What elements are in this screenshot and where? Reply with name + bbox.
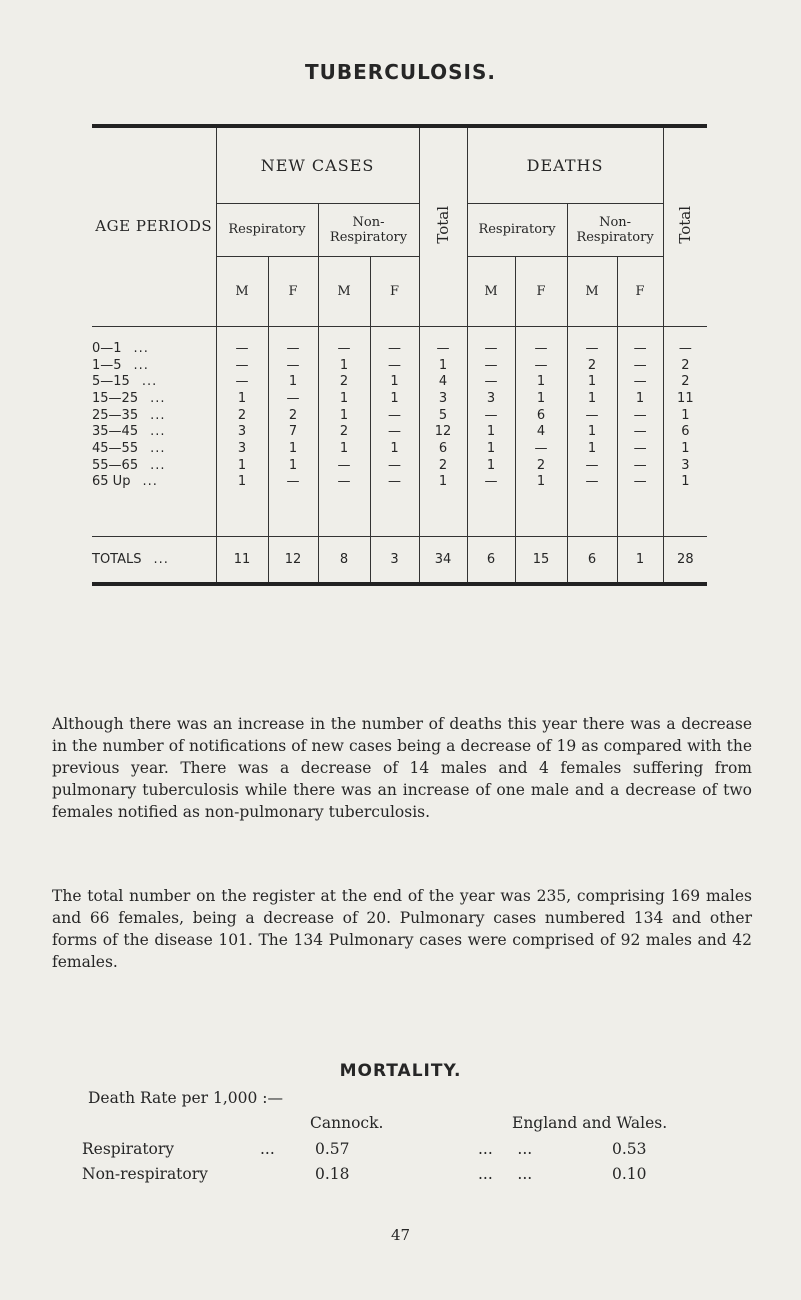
table-cell: — (370, 340, 419, 357)
table-cell: — (268, 474, 318, 491)
table-cell: 1 (419, 357, 467, 374)
table-cell: — (663, 340, 707, 357)
table-cell: — (567, 340, 617, 357)
totals-label: TOTALS ... (92, 536, 216, 584)
totals-cell: 6 (567, 536, 617, 584)
table-cell: 7 (268, 423, 318, 440)
table-cell: 1 (419, 474, 467, 491)
table-cell: 3 (216, 423, 268, 440)
age-period-cell: 15—25 ... (92, 390, 166, 406)
table-cell: 1 (268, 373, 318, 390)
table-cell: 1 (515, 474, 567, 491)
table-cell: 2 (515, 457, 567, 474)
table-row (92, 440, 707, 457)
table-cell: 1 (318, 390, 370, 407)
table-cell: — (617, 373, 663, 390)
death-resp-header: Respiratory (467, 203, 567, 256)
table-cell: 1 (318, 440, 370, 457)
table-cell: — (515, 357, 567, 374)
table-cell: — (617, 474, 663, 491)
death-nonresp-header: Non- Respiratory (567, 203, 663, 256)
deaths-total-header: Total (663, 126, 707, 326)
table-cell: 3 (419, 390, 467, 407)
age-periods-header: AGE PERIODS (92, 126, 216, 326)
table-cell: — (419, 340, 467, 357)
table-cell: 1 (268, 440, 318, 457)
age-period-cell: 0—1 ... (92, 340, 149, 356)
totals-cell: 3 (370, 536, 419, 584)
table-cell: 2 (318, 373, 370, 390)
table-cell: — (567, 474, 617, 491)
table-cell: — (370, 407, 419, 424)
col-m: M (216, 256, 268, 326)
table-cell: — (515, 340, 567, 357)
table-cell: — (467, 474, 515, 491)
new-cases-total-header: Total (419, 126, 467, 326)
col-f: F (370, 256, 419, 326)
totals-cell: 28 (663, 536, 707, 584)
table-cell: 1 (467, 440, 515, 457)
cannock-header: Cannock. (310, 1114, 384, 1132)
table-cell: — (567, 407, 617, 424)
table-row (92, 373, 707, 390)
page-title: TUBERCULOSIS. (305, 60, 496, 84)
england-wales-header: England and Wales. (512, 1114, 668, 1132)
age-period-cell: 25—35 ... (92, 407, 166, 423)
table-cell: — (268, 390, 318, 407)
table-cell: 11 (663, 390, 707, 407)
age-period-cell: 65 Up ... (92, 474, 158, 490)
table-cell: — (617, 440, 663, 457)
table-cell: 1 (216, 390, 268, 407)
totals-cell: 6 (467, 536, 515, 584)
table-cell: — (216, 357, 268, 374)
table-row (92, 390, 707, 407)
table-row (92, 423, 707, 440)
table-cell: — (617, 457, 663, 474)
table-cell: 1 (318, 357, 370, 374)
page-number: 47 (390, 1226, 411, 1244)
table-cell: 4 (419, 373, 467, 390)
table-row (92, 457, 707, 474)
table-cell: 1 (370, 440, 419, 457)
table-cell: 2 (663, 357, 707, 374)
table-cell: — (467, 357, 515, 374)
table-cell: 2 (216, 407, 268, 424)
totals-cell: 11 (216, 536, 268, 584)
col-m: M (318, 256, 370, 326)
table-cell: 3 (467, 390, 515, 407)
table-cell: 1 (567, 390, 617, 407)
totals-cell: 12 (268, 536, 318, 584)
table-cell: 12 (419, 423, 467, 440)
age-period-cell: 1—5 ... (92, 357, 149, 373)
mortality-heading: MORTALITY. (339, 1061, 462, 1081)
table-cell: 1 (567, 440, 617, 457)
table-cell: — (216, 340, 268, 357)
col-f: F (617, 256, 663, 326)
table-cell: 4 (515, 423, 567, 440)
table-row (92, 407, 707, 424)
table-cell: 6 (515, 407, 567, 424)
table-row (92, 340, 707, 357)
respiratory-label: Respiratory (82, 1140, 175, 1158)
respiratory-england: 0.53 (612, 1140, 647, 1158)
age-period-cell: 45—55 ... (92, 440, 166, 456)
table-cell: 1 (318, 407, 370, 424)
table-cell: 1 (370, 390, 419, 407)
totals-cell: 34 (419, 536, 467, 584)
non-respiratory-cannock: 0.18 (315, 1165, 350, 1183)
table-cell: — (467, 407, 515, 424)
table-cell: — (216, 373, 268, 390)
table-cell: 1 (370, 373, 419, 390)
dots: ... (260, 1140, 275, 1158)
table-cell: — (268, 340, 318, 357)
table-cell: — (318, 340, 370, 357)
table-cell: 1 (617, 390, 663, 407)
new-nonresp-header: Non- Respiratory (318, 203, 419, 256)
new-cases-header: NEW CASES (216, 126, 419, 203)
table-cell: 1 (467, 423, 515, 440)
respiratory-cannock: 0.57 (315, 1140, 350, 1158)
table-cell: — (467, 340, 515, 357)
col-m: M (567, 256, 617, 326)
age-period-cell: 5—15 ... (92, 374, 158, 390)
table-cell: — (617, 357, 663, 374)
table-cell: 5 (419, 407, 467, 424)
table-cell: 1 (663, 407, 707, 424)
table-cell: — (467, 373, 515, 390)
table-cell: 1 (216, 457, 268, 474)
dots: ... ... (478, 1165, 533, 1183)
table-cell: 6 (419, 440, 467, 457)
table-cell: — (567, 457, 617, 474)
table-cell: 2 (318, 423, 370, 440)
deaths-header: DEATHS (467, 126, 663, 203)
table-row (92, 474, 707, 491)
table-cell: 2 (663, 373, 707, 390)
table-cell: 1 (515, 373, 567, 390)
non-respiratory-england: 0.10 (612, 1165, 647, 1183)
totals-cell: 8 (318, 536, 370, 584)
table-cell: 1 (515, 390, 567, 407)
col-f: F (515, 256, 567, 326)
table-row (92, 357, 707, 374)
table-cell: 1 (216, 474, 268, 491)
table-cell: 2 (567, 357, 617, 374)
table-cell: — (370, 357, 419, 374)
dots: ... ... (478, 1140, 533, 1158)
paragraph-register: The total number on the register at the end of the year was 235, comprising 169 males and 66 females, being a decrease of 20. Pulmonary cases numbered 134 and other forms of the disease 101. The 134 Pulmonary cases were comprised of 92 males and 42 females. (52, 887, 752, 971)
table-cell: — (617, 423, 663, 440)
death-rate-label: Death Rate per 1,000 :— (88, 1089, 284, 1107)
col-f: F (268, 256, 318, 326)
table-cell: — (617, 340, 663, 357)
tuberculosis-table (92, 124, 707, 586)
table-cell: 1 (663, 440, 707, 457)
table-cell: 3 (216, 440, 268, 457)
table-cell: — (318, 474, 370, 491)
totals-cell: 1 (617, 536, 663, 584)
table-cell: 2 (419, 457, 467, 474)
table-cell: 1 (663, 474, 707, 491)
paragraph-deaths: Although there was an increase in the number of deaths this year there was a decrease in the number of notifications of new cases being a decrease of 19 as compared with the previous year. There was a decrease of 14 males and 4 females suffering from pulmonary tuberculosis while there was an increase of one male and a decrease of two females notified as non-pulmonary tuberculosis. (52, 715, 752, 821)
table-cell: — (617, 407, 663, 424)
table-cell: 1 (467, 457, 515, 474)
table-cell: — (370, 423, 419, 440)
non-respiratory-label: Non-respiratory (82, 1165, 208, 1183)
table-cell: 3 (663, 457, 707, 474)
totals-cell: 15 (515, 536, 567, 584)
table-cell: — (370, 457, 419, 474)
table-cell: — (318, 457, 370, 474)
table-cell: 1 (268, 457, 318, 474)
table-cell: 2 (268, 407, 318, 424)
age-period-cell: 55—65 ... (92, 457, 166, 473)
table-cell: 1 (567, 373, 617, 390)
table-cell: — (268, 357, 318, 374)
table-cell: — (515, 440, 567, 457)
new-resp-header: Respiratory (216, 203, 318, 256)
table-cell: — (370, 474, 419, 491)
col-m: M (467, 256, 515, 326)
table-cell: 1 (567, 423, 617, 440)
age-period-cell: 35—45 ... (92, 424, 166, 440)
table-cell: 6 (663, 423, 707, 440)
